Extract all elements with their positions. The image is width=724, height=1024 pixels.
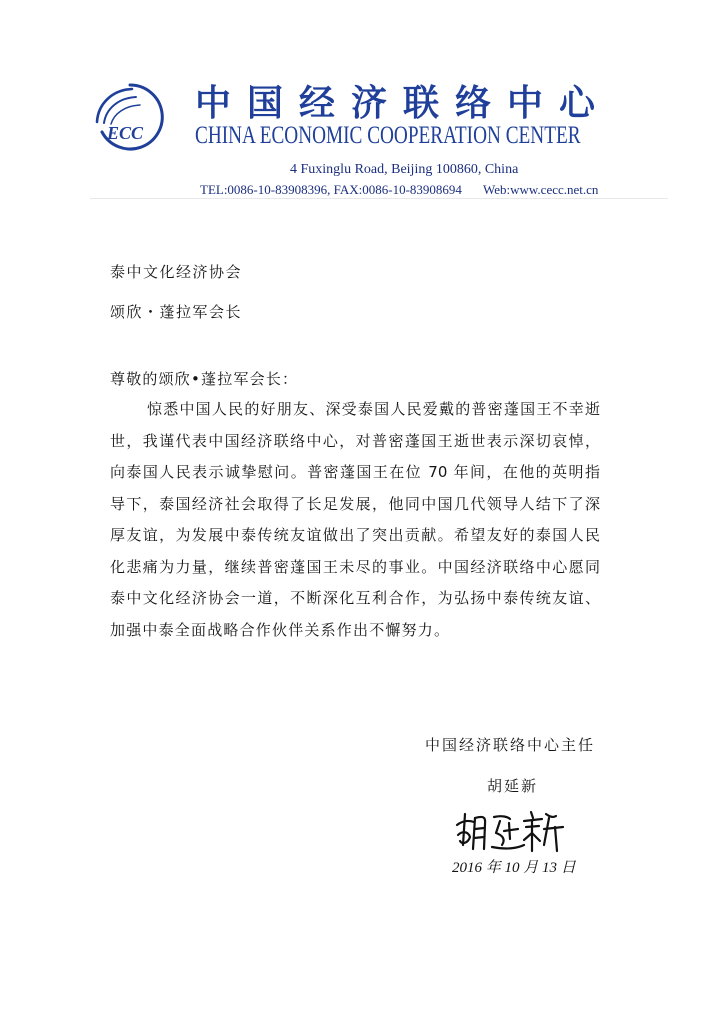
logo-lettering: ECC — [107, 123, 144, 143]
signatory-title: 中国经济联络中心主任 — [425, 736, 596, 754]
handwritten-signature — [452, 805, 567, 855]
organization-tel-fax: TEL:0086-10-83908396, FAX:0086-10-83908694 — [200, 182, 462, 197]
recipient-organization: 泰中文化经济协会 — [110, 263, 243, 281]
body-line: 化悲痛为力量，继续普密蓬国王未尽的事业。中国经济联络中心愿同 — [110, 557, 600, 576]
body-line: 厚友谊，为发展中泰传统友谊做出了突出贡献。希望友好的泰国人民 — [110, 526, 600, 544]
body-line: 泰中文化经济协会一道，不断深化互利合作，为弘扬中泰传统友谊、 — [110, 589, 600, 607]
body-line: 世，我谨代表中国经济联络中心，对普密蓬国王逝世表示深切哀悼， — [110, 431, 600, 450]
body-line: 加强中泰全面战略合作伙伴关系作出不懈努力。 — [110, 620, 451, 639]
recipient-name: 颂欣・蓬拉军会长 — [110, 303, 243, 321]
organization-website: Web:www.cecc.net.cn — [483, 182, 599, 197]
organization-name-chinese: 中国经济联络中心 — [195, 83, 612, 124]
letterhead-divider — [90, 198, 668, 199]
letter-body — [110, 394, 600, 646]
body-line: 惊悉中国人民的好朋友、深受泰国人民爱戴的普密蓬国王不幸逝 — [147, 400, 600, 418]
ecc-logo — [92, 82, 166, 152]
salutation: 尊敬的颂欣•蓬拉军会长： — [110, 370, 299, 388]
body-line: 向泰国人民表示诚挚慰问。普密蓬国王在位 70 年间，在他的英明指 — [110, 463, 600, 481]
organization-address: 4 Fuxinglu Road, Beijing 100860, China — [290, 162, 519, 177]
body-line: 导下，泰国经济社会取得了长足发展，他同中国几代领导人结下了深 — [110, 494, 600, 513]
signatory-name: 胡延新 — [487, 777, 539, 795]
organization-name-english: CHINA ECONOMIC COOPERATION CENTER — [195, 122, 581, 149]
letter-date: 2016 年 10 月 13 日 — [452, 860, 576, 876]
